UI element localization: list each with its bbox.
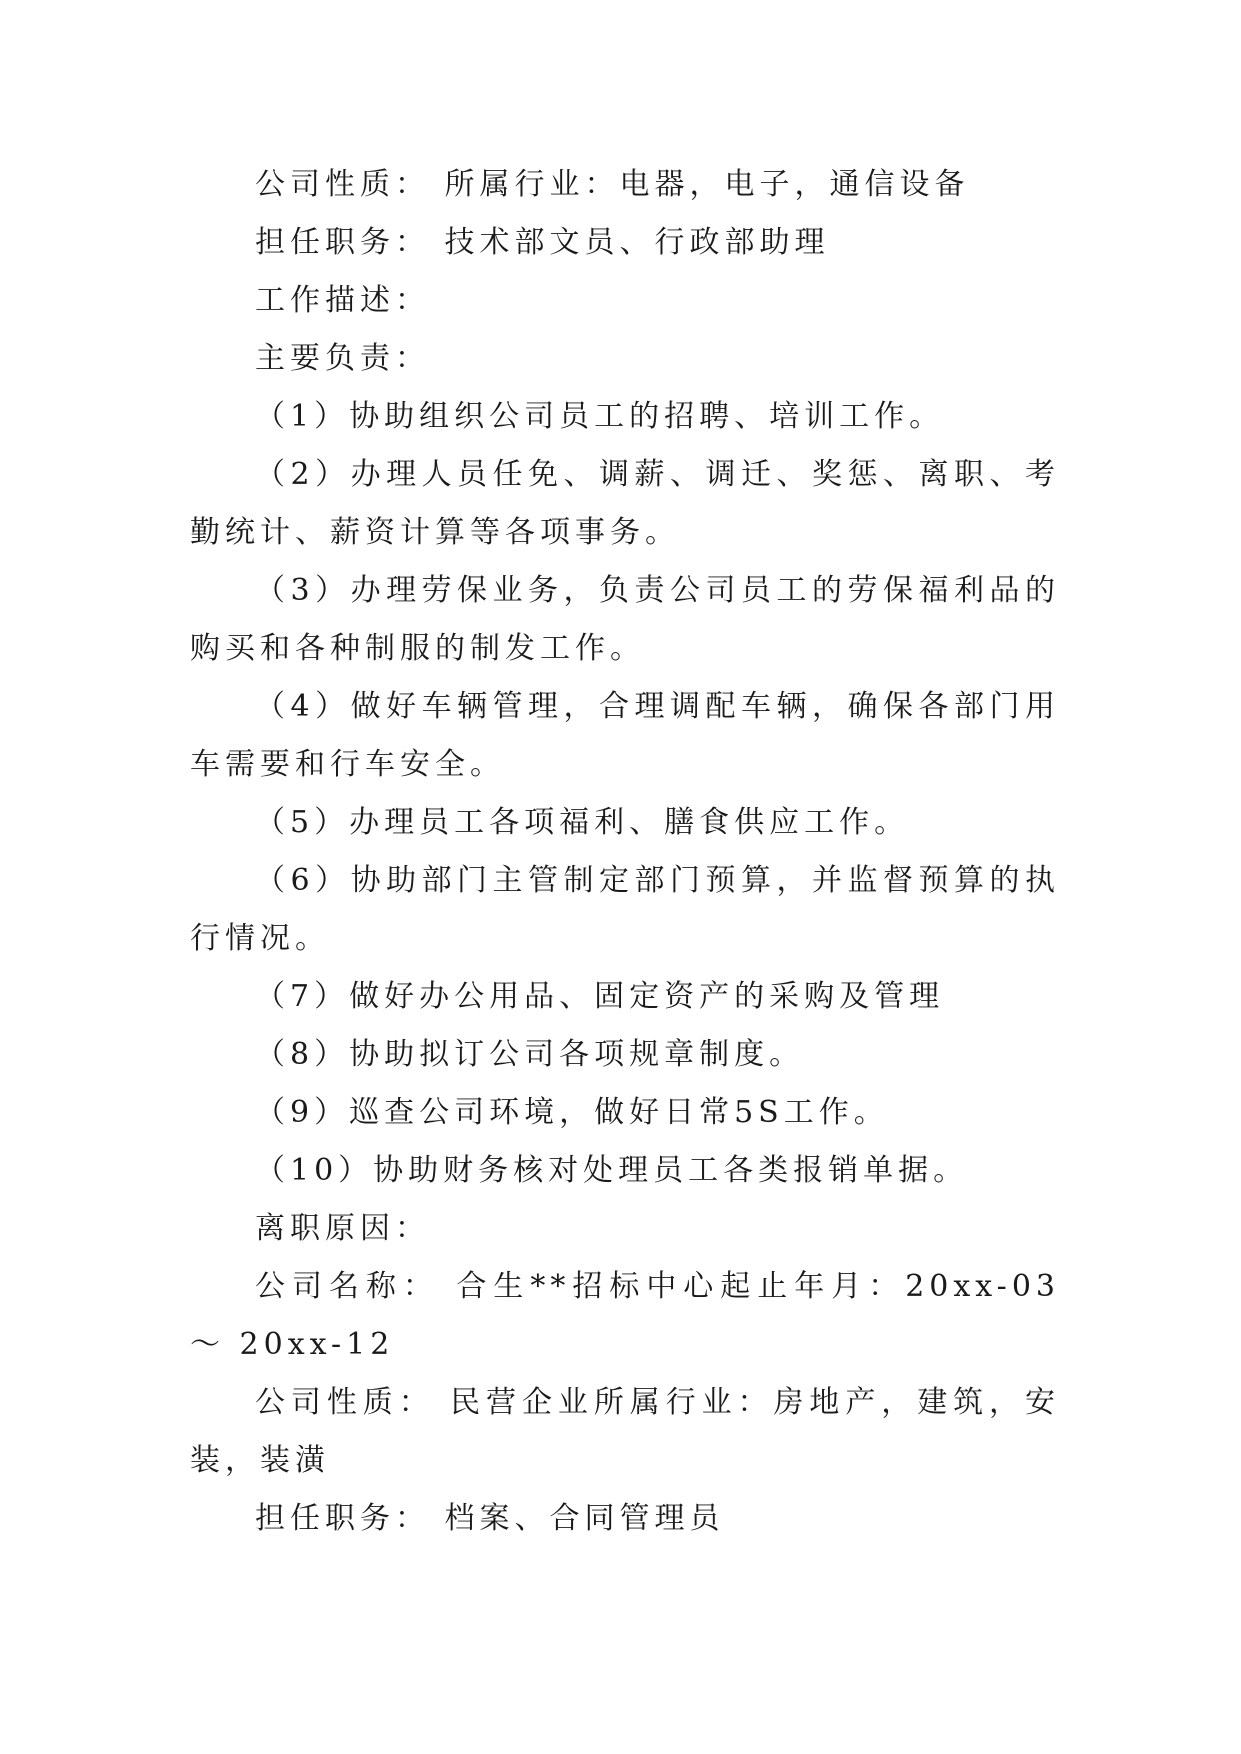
list-item-duty-2: （2）办理人员任免、调薪、调迁、奖惩、离职、考勤统计、薪资计算等各项事务。 — [190, 457, 1060, 550]
paragraph-company-nature-2: 公司性质： 民营企业所属行业：房地产，建筑，安装，装潢 — [190, 1385, 1060, 1478]
list-item-duty-4: （4）做好车辆管理，合理调配车辆，确保各部门用车需要和行车安全。 — [190, 689, 1060, 782]
paragraph-job-description-heading: 工作描述： — [255, 283, 430, 318]
list-item-duty-1: （1）协助组织公司员工的招聘、培训工作。 — [255, 399, 945, 434]
list-item-duty-6: （6）协助部门主管制定部门预算，并监督预算的执行情况。 — [190, 863, 1060, 956]
paragraph-company-name: 公司名称： 合生**招标中心起止年月：20xx-03 ～ 20xx-12 — [190, 1269, 1075, 1362]
paragraph-position-2: 担任职务： 档案、合同管理员 — [255, 1501, 725, 1536]
paragraph-position: 担任职务： 技术部文员、行政部助理 — [255, 225, 830, 260]
list-item-duty-5: （5）办理员工各项福利、膳食供应工作。 — [255, 805, 910, 840]
list-item-duty-8: （8）协助拟订公司各项规章制度。 — [255, 1037, 805, 1072]
list-item-duty-9: （9）巡查公司环境，做好日常5S工作。 — [255, 1095, 889, 1130]
list-item-duty-7: （7）做好办公用品、固定资产的采购及管理 — [255, 979, 945, 1014]
document-body — [190, 156, 1075, 1548]
paragraph-main-duties-heading: 主要负责： — [255, 341, 430, 376]
list-item-duty-3: （3）办理劳保业务，负责公司员工的劳保福利品的购买和各种制服的制发工作。 — [190, 573, 1060, 666]
paragraph-company-nature: 公司性质： 所属行业：电器，电子，通信设备 — [255, 167, 970, 202]
paragraph-leaving-reason-heading: 离职原因： — [255, 1211, 430, 1246]
list-item-duty-10: （10）协助财务核对处理员工各类报销单据。 — [255, 1153, 969, 1188]
